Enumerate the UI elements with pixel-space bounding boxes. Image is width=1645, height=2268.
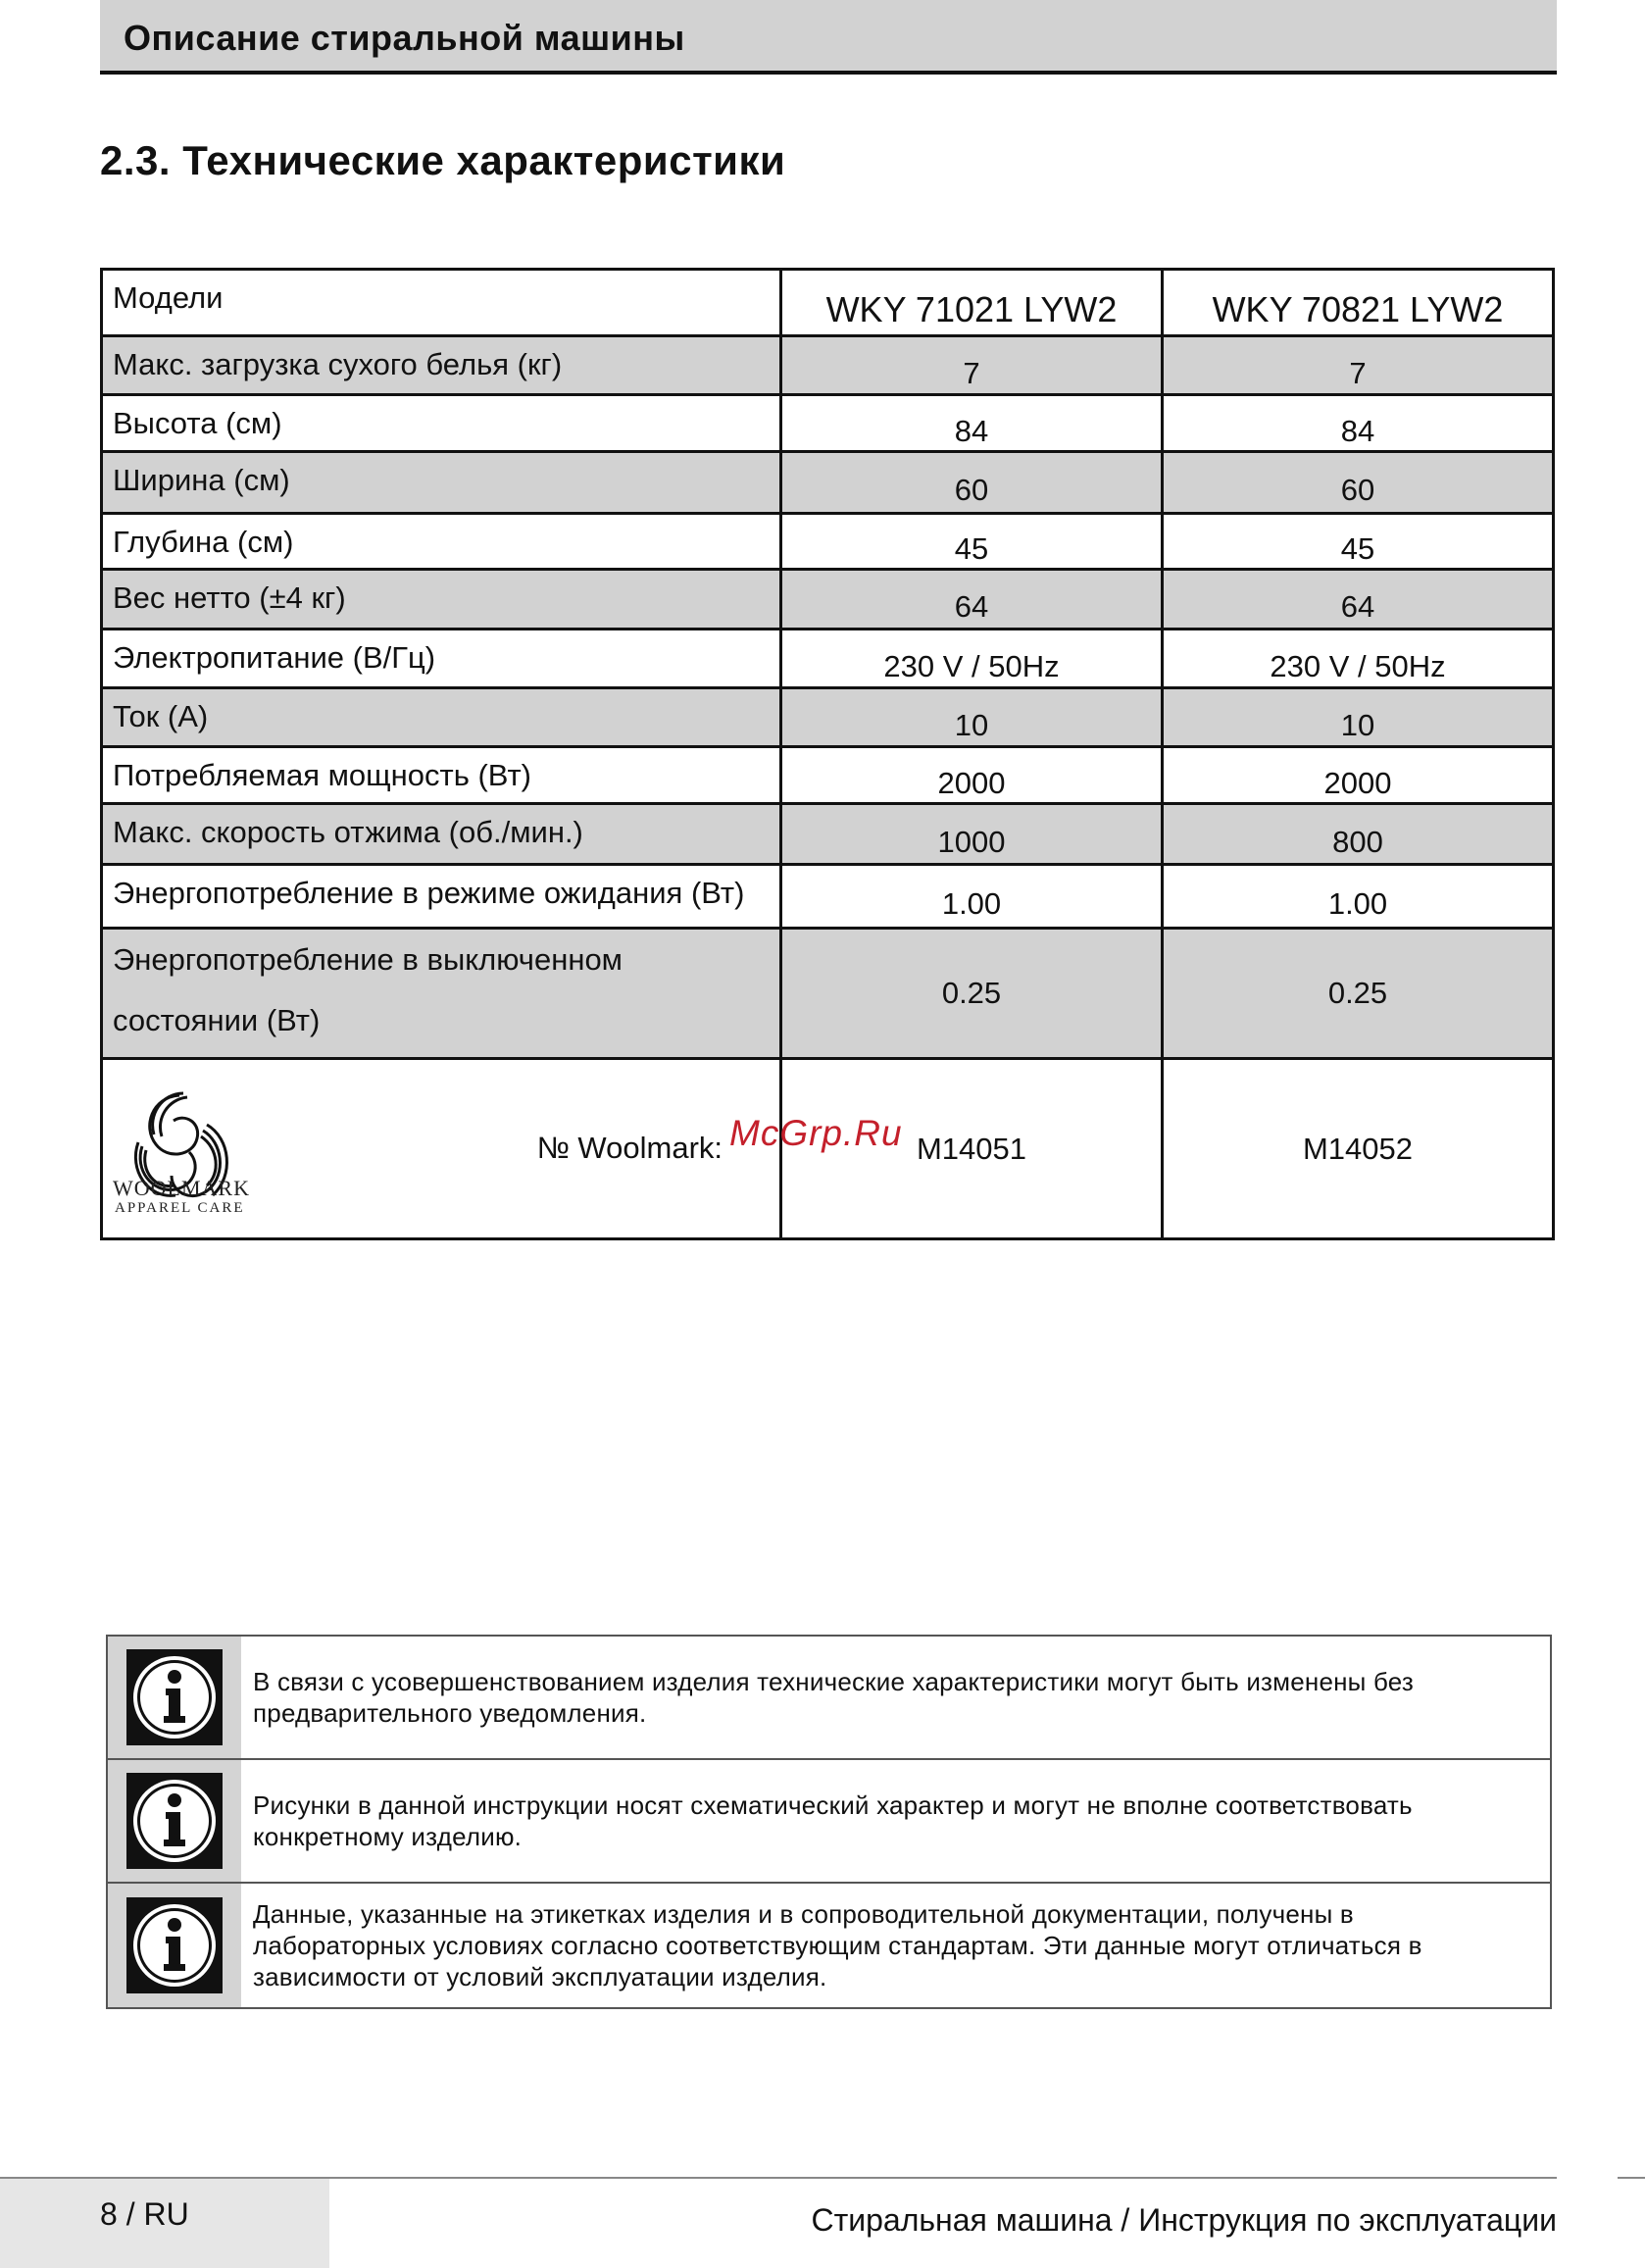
row-label: Энергопотребление в режиме ожидания (Вт) bbox=[102, 865, 781, 929]
row-value-model-2: 1.00 bbox=[1163, 865, 1554, 929]
info-icon bbox=[126, 1897, 223, 1993]
note-text-line: Рисунки в данной инструкции носят схематический характер и могут не вполне соответствовать bbox=[253, 1790, 1413, 1820]
row-label: Макс. скорость отжима (об./мин.) bbox=[102, 804, 781, 865]
row-value-model-2: 0.25 bbox=[1163, 929, 1554, 1059]
row-value-model-2: 64 bbox=[1163, 570, 1554, 630]
table-row bbox=[102, 570, 1554, 630]
row-value-model-2: 60 bbox=[1163, 452, 1554, 514]
row-value-model-1: 0.25 bbox=[781, 929, 1163, 1059]
row-value-model-2: 800 bbox=[1163, 804, 1554, 865]
table-row bbox=[102, 630, 1554, 688]
woolmark-number-label: № Woolmark: bbox=[536, 1131, 723, 1165]
note-icon-cell bbox=[108, 1884, 241, 2007]
note-text-line: зависимости от условий эксплуатации изделия. bbox=[253, 1962, 827, 1991]
row-label-line-2: состоянии (Вт) bbox=[113, 1003, 321, 1037]
section-title: 2.3. Технические характеристики bbox=[100, 137, 786, 183]
note-text-line: лабораторных условиях согласно соответствующим стандартам. Эти данные могут отличаться в bbox=[253, 1931, 1422, 1960]
row-value-model-1: 60 bbox=[781, 452, 1163, 514]
models-header-label: Модели bbox=[102, 270, 781, 336]
row-label: Глубина (см) bbox=[102, 514, 781, 570]
row-value-model-2: 84 bbox=[1163, 395, 1554, 452]
woolmark-value-model-2: M14052 bbox=[1163, 1059, 1554, 1239]
info-icon bbox=[126, 1773, 223, 1869]
row-value-model-1: 10 bbox=[781, 688, 1163, 747]
note-text bbox=[241, 1760, 1550, 1882]
note-text bbox=[241, 1884, 1550, 2007]
note-item bbox=[108, 1760, 1550, 1884]
row-label: Электропитание (В/Гц) bbox=[102, 630, 781, 688]
woolmark-logo-subtext: APPAREL CARE bbox=[115, 1200, 245, 1216]
note-text-line: Данные, указанные на этикетках изделия и в сопроводительной документации, получены в bbox=[253, 1899, 1354, 1929]
watermark: McGrp.Ru bbox=[729, 1113, 903, 1153]
note-text bbox=[241, 1637, 1550, 1758]
table-row bbox=[102, 865, 1554, 929]
info-icon bbox=[126, 1649, 223, 1745]
footer-divider-right bbox=[1618, 2177, 1645, 2179]
table-row bbox=[102, 452, 1554, 514]
table-row bbox=[102, 929, 1554, 1059]
row-value-model-1: 7 bbox=[781, 336, 1163, 395]
notes-box bbox=[106, 1635, 1552, 2009]
row-label: Потребляемая мощность (Вт) bbox=[102, 747, 781, 804]
woolmark-cell bbox=[102, 1059, 781, 1239]
model-1-name: WKY 71021 LYW2 bbox=[781, 270, 1163, 336]
note-text-line: предварительного уведомления. bbox=[253, 1698, 647, 1728]
page-number: 8 / RU bbox=[100, 2196, 189, 2232]
note-icon-cell bbox=[108, 1760, 241, 1882]
row-label: Макс. загрузка сухого белья (кг) bbox=[102, 336, 781, 395]
row-value-model-2: 230 V / 50Hz bbox=[1163, 630, 1554, 688]
row-value-model-1: 1000 bbox=[781, 804, 1163, 865]
row-label bbox=[102, 929, 781, 1059]
note-text-line: В связи с усовершенствованием изделия технические характеристики могут быть изменены без bbox=[253, 1667, 1415, 1696]
table-row bbox=[102, 336, 1554, 395]
row-value-model-2: 45 bbox=[1163, 514, 1554, 570]
row-label-line-1: Энергопотребление в выключенном bbox=[113, 942, 623, 977]
note-icon-cell bbox=[108, 1637, 241, 1758]
note-item bbox=[108, 1637, 1550, 1760]
specs-table bbox=[100, 268, 1555, 1240]
table-header-row bbox=[102, 270, 1554, 336]
note-item bbox=[108, 1884, 1550, 2007]
table-row bbox=[102, 395, 1554, 452]
table-row bbox=[102, 514, 1554, 570]
row-label: Ширина (см) bbox=[102, 452, 781, 514]
table-row bbox=[102, 804, 1554, 865]
note-text-line: конкретному изделию. bbox=[253, 1822, 523, 1851]
row-value-model-2: 10 bbox=[1163, 688, 1554, 747]
table-row bbox=[102, 747, 1554, 804]
table-row bbox=[102, 688, 1554, 747]
row-value-model-1: 64 bbox=[781, 570, 1163, 630]
header-band bbox=[100, 0, 1557, 75]
row-label: Ток (А) bbox=[102, 688, 781, 747]
row-value-model-1: 230 V / 50Hz bbox=[781, 630, 1163, 688]
row-value-model-1: 84 bbox=[781, 395, 1163, 452]
row-value-model-1: 2000 bbox=[781, 747, 1163, 804]
row-value-model-1: 45 bbox=[781, 514, 1163, 570]
woolmark-logo-text: WOOLMARK bbox=[113, 1176, 250, 1200]
model-2-name: WKY 70821 LYW2 bbox=[1163, 270, 1554, 336]
page-header-title: Описание стиральной машины bbox=[124, 18, 685, 58]
row-label: Высота (см) bbox=[102, 395, 781, 452]
woolmark-value-model-1: M14051 bbox=[781, 1059, 1163, 1239]
row-value-model-2: 2000 bbox=[1163, 747, 1554, 804]
row-label: Вес нетто (±4 кг) bbox=[102, 570, 781, 630]
row-value-model-2: 7 bbox=[1163, 336, 1554, 395]
row-value-model-1: 1.00 bbox=[781, 865, 1163, 929]
footer-title: Стиральная машина / Инструкция по эксплуатации bbox=[811, 2202, 1557, 2238]
